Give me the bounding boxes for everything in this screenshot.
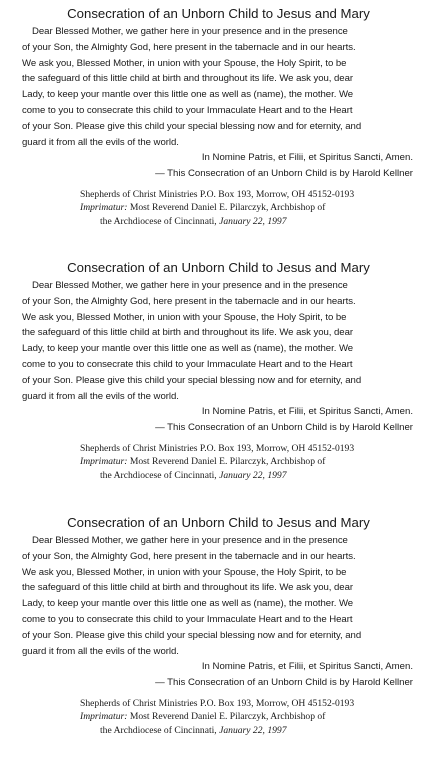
prayer-line: the safeguard of this little child at birth and throughout its life. We ask you, dear <box>22 582 354 594</box>
prayer-line: Dear Blessed Mother, we gather here in your presence and in the presence <box>32 26 348 37</box>
prayer-line: come to you to consecrate this child to your Immaculate Heart and to the Heart <box>22 104 353 116</box>
prayer-line: the safeguard of this little child at birth and throughout its life. We ask you, dear <box>22 73 354 85</box>
prayer-card-2 <box>0 258 433 482</box>
publisher-footer <box>0 442 433 483</box>
prayer-line: Dear Blessed Mother, we gather here in your presence and in the presence <box>32 280 348 291</box>
prayer-line: the safeguard of this little child at birth and throughout its life. We ask you, dear <box>22 327 354 339</box>
prayer-card-3 <box>0 513 433 737</box>
prayer-line: guard it from all the evils of the world. <box>22 136 179 148</box>
imprimatur-date: January 22, 1997 <box>219 469 287 481</box>
imprimatur-label: Imprimatur: <box>80 456 128 468</box>
imprimatur-text: Most Reverend Daniel E. Pilarczyk, Archbishop of <box>127 456 326 468</box>
latin-blessing: In Nomine Patris, et Filii, et Spiritus Sancti, Amen. <box>201 661 413 673</box>
prayer-line: guard it from all the evils of the world. <box>22 390 179 402</box>
publisher-address: Shepherds of Christ Ministries P.O. Box 193, Morrow, OH 45152-0193 <box>80 188 355 200</box>
archdiocese-text: the Archdiocese of Cincinnati, <box>100 469 220 481</box>
attribution: — This Consecration of an Unborn Child is by Harold Kellner <box>155 168 413 180</box>
attribution: — This Consecration of an Unborn Child is by Harold Kellner <box>155 422 413 434</box>
prayer-title: Consecration of an Unborn Child to Jesus and Mary <box>67 515 370 530</box>
archdiocese-text: the Archdiocese of Cincinnati, <box>100 215 220 227</box>
prayer-line: Dear Blessed Mother, we gather here in your presence and in the presence <box>32 535 348 546</box>
prayer-line: of your Son. Please give this child your special blessing now and for eternity, and <box>22 629 362 641</box>
prayer-title: Consecration of an Unborn Child to Jesus and Mary <box>67 260 370 275</box>
attribution: — This Consecration of an Unborn Child is by Harold Kellner <box>155 677 413 689</box>
prayer-body <box>0 278 433 404</box>
publisher-footer <box>0 697 433 738</box>
prayer-body <box>0 533 433 659</box>
prayer-line: We ask you, Blessed Mother, in union with your Spouse, the Holy Spirit, to be <box>22 57 347 69</box>
publisher-address: Shepherds of Christ Ministries P.O. Box 193, Morrow, OH 45152-0193 <box>80 442 355 454</box>
prayer-line: of your Son, the Almighty God, here present in the tabernacle and in our hearts. <box>22 295 356 307</box>
imprimatur-date: January 22, 1997 <box>219 724 287 736</box>
prayer-title: Consecration of an Unborn Child to Jesus and Mary <box>67 6 370 21</box>
prayer-line: of your Son, the Almighty God, here present in the tabernacle and in our hearts. <box>22 550 356 562</box>
archdiocese-text: the Archdiocese of Cincinnati, <box>100 724 220 736</box>
latin-blessing: In Nomine Patris, et Filii, et Spiritus Sancti, Amen. <box>201 406 413 418</box>
prayer-line: Lady, to keep your mantle over this little one as well as (name), the mother. We <box>22 598 354 610</box>
prayer-line: We ask you, Blessed Mother, in union with your Spouse, the Holy Spirit, to be <box>22 566 347 578</box>
latin-blessing: In Nomine Patris, et Filii, et Spiritus Sancti, Amen. <box>201 152 413 164</box>
prayer-line: guard it from all the evils of the world. <box>22 645 179 657</box>
prayer-body <box>0 24 433 150</box>
imprimatur-label: Imprimatur: <box>80 711 128 723</box>
prayer-line: come to you to consecrate this child to your Immaculate Heart and to the Heart <box>22 613 353 625</box>
prayer-line: We ask you, Blessed Mother, in union with your Spouse, the Holy Spirit, to be <box>22 311 347 323</box>
prayer-line: of your Son. Please give this child your special blessing now and for eternity, and <box>22 374 362 386</box>
prayer-line: Lady, to keep your mantle over this little one as well as (name), the mother. We <box>22 343 354 355</box>
imprimatur-label: Imprimatur: <box>80 202 128 214</box>
imprimatur-text: Most Reverend Daniel E. Pilarczyk, Archbishop of <box>127 202 326 214</box>
publisher-address: Shepherds of Christ Ministries P.O. Box 193, Morrow, OH 45152-0193 <box>80 697 355 709</box>
imprimatur-date: January 22, 1997 <box>219 215 287 227</box>
prayer-line: of your Son. Please give this child your special blessing now and for eternity, and <box>22 120 362 132</box>
prayer-line: of your Son, the Almighty God, here present in the tabernacle and in our hearts. <box>22 41 356 53</box>
imprimatur-text: Most Reverend Daniel E. Pilarczyk, Archbishop of <box>127 711 326 723</box>
prayer-line: come to you to consecrate this child to your Immaculate Heart and to the Heart <box>22 358 353 370</box>
prayer-card-1 <box>0 4 433 228</box>
publisher-footer <box>0 188 433 229</box>
prayer-line: Lady, to keep your mantle over this little one as well as (name), the mother. We <box>22 89 354 101</box>
